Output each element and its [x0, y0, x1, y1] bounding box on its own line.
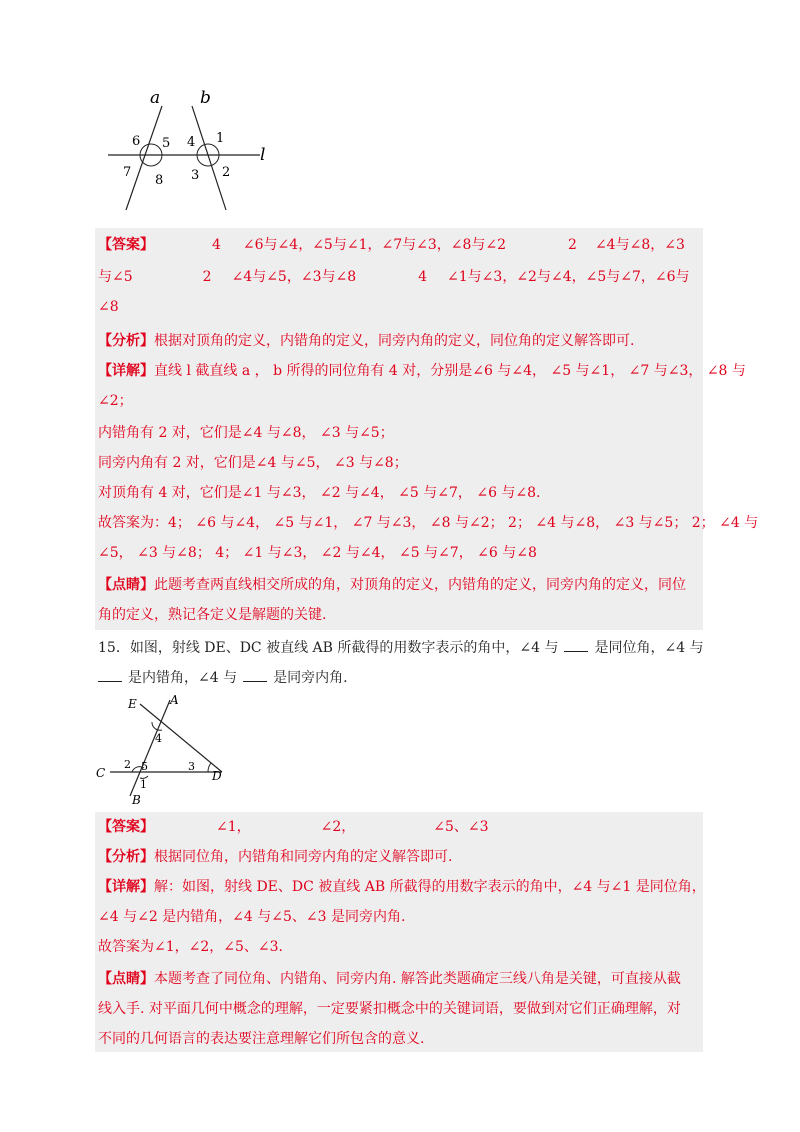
detail-text-4: 同旁内角有 2 对，它们是∠4 与∠5， ∠3 与∠8； — [98, 455, 408, 471]
angle-2: 2 — [222, 165, 231, 180]
comment15-text-3: 不同的几何语言的表达要注意理解它们所包含的意义. — [98, 1031, 425, 1047]
detail-line-1 — [98, 362, 746, 380]
point-B: B — [132, 793, 141, 807]
detail15-text-2: ∠4 与∠2 是内错角，∠4 与∠5、∠3 是同旁内角. — [98, 909, 406, 925]
answer15-blank-3: ∠5、∠3 — [433, 819, 489, 835]
analysis-tag: 【分析】 — [98, 333, 154, 349]
label-l: l — [260, 145, 266, 165]
detail-text-6: 故答案为：4； ∠6 与∠4， ∠5 与∠1， ∠7 与∠3， ∠8 与∠2； 2； ∠4 与∠8， ∠3 与∠5； 2； ∠4 与 — [98, 515, 759, 531]
point-A: A — [170, 693, 179, 707]
question-15-line-2 — [98, 669, 348, 687]
comment15-text-2: 线入手. 对平面几何中概念的理解，一定要紧扣概念中的关键词语，要做到对它们正确理解，对 — [98, 1001, 681, 1017]
answer-count-corresponding: 4 — [212, 237, 221, 253]
angle-5: 5 — [162, 136, 171, 151]
answer-line-1 — [98, 236, 685, 254]
answer-alternate-angles: ∠4与∠8，∠3 — [594, 237, 685, 253]
angle-1: 1 — [216, 131, 225, 146]
answer-corresponding-angles: ∠6与∠4，∠5与∠1，∠7与∠3，∠8与∠2 — [242, 237, 507, 253]
point-E: E — [128, 697, 137, 711]
point-C: C — [96, 766, 106, 780]
angle-4-label: 4 — [155, 732, 162, 745]
angle-3-label: 3 — [188, 760, 195, 773]
comment-text-1: 此题考查两直线相交所成的角，对顶角的定义，内错角的定义，同旁内角的定义，同位 — [154, 577, 686, 593]
detail15-line-2 — [98, 908, 405, 926]
answer-alternate-angles-cont: 与∠5 — [98, 269, 133, 285]
comment-line-1 — [98, 576, 686, 594]
answer15-blank-1: ∠1， — [216, 819, 251, 835]
detail15-text-1: 解：如图，射线 DE、DC 被直线 AB 所截得的用数字表示的角中，∠4 与∠1 是同位角， — [154, 879, 706, 895]
comment15-line-1 — [98, 970, 681, 988]
angle-2-label: 2 — [124, 758, 131, 771]
question-15-text-2a: 是内错角，∠4 与 — [128, 670, 238, 686]
figure-triangle-svg — [92, 690, 242, 808]
analysis-line — [98, 332, 634, 350]
analysis15-tag: 【分析】 — [98, 849, 154, 865]
comment15-line-2 — [98, 1000, 681, 1018]
detail-line-3 — [98, 424, 394, 442]
answer15-line — [98, 818, 489, 836]
angle-6: 6 — [132, 134, 141, 149]
detail-line-5 — [98, 484, 541, 502]
detail-text-3: 内错角有 2 对，它们是∠4 与∠8， ∠3 与∠5； — [98, 425, 394, 441]
question-15-text-1a: 15．如图，射线 DE、DC 被直线 AB 所截得的用数字表示的角中，∠4 与 — [98, 640, 559, 656]
answer-interior-angles: ∠4与∠5，∠3与∠8 — [231, 269, 357, 285]
detail-text-5: 对顶角有 4 对，它们是∠1 与∠3， ∠2 与∠4， ∠5 与∠7， ∠6 与∠8. — [98, 485, 541, 501]
detail-text-2: ∠2； — [98, 393, 133, 409]
figure-triangle — [92, 690, 242, 808]
detail-line-6 — [98, 514, 758, 532]
comment-text-2: 角的定义，熟记各定义是解题的关键. — [98, 607, 327, 623]
ray-de — [140, 704, 222, 772]
angle-4: 4 — [187, 135, 196, 150]
detail-text-1: 直线 l 截直线 a ， b 所得的同位角有 4 对，分别是∠6 与∠4， ∠5 与∠1， ∠7 与∠3， ∠8 与 — [154, 363, 746, 379]
answer-count-vertical: 4 — [418, 269, 428, 285]
answer15-tag: 【答案】 — [98, 819, 154, 835]
question-15-line-1 — [98, 639, 704, 657]
angle-5-label: 5 — [141, 760, 148, 773]
detail-text-7: ∠5， ∠3 与∠8； 4； ∠1 与∠3， ∠2 与∠4， ∠5 与∠7， ∠6 与∠8 — [98, 545, 537, 561]
answer-blank-1[interactable] — [564, 639, 588, 652]
point-D: D — [212, 769, 222, 783]
line-ab — [130, 700, 170, 796]
detail15-line-3 — [98, 938, 283, 956]
angle-8: 8 — [155, 173, 164, 188]
detail15-line-1 — [98, 878, 706, 896]
answer-count-interior: 2 — [202, 269, 212, 285]
answer-blank-3[interactable] — [243, 669, 267, 682]
answer15-blank-2: ∠2， — [320, 819, 356, 835]
angle-3: 3 — [191, 168, 200, 183]
answer-count-alternate: 2 — [568, 237, 577, 253]
line-a — [126, 106, 162, 210]
answer-blank-2[interactable] — [98, 669, 122, 682]
detail15-text-3: 故答案为∠1，∠2，∠5、∠3. — [98, 939, 284, 955]
question-15-text-2b: 是同旁内角. — [273, 670, 348, 686]
answer-vertical-angles: ∠1与∠3，∠2与∠4，∠5与∠7，∠6与 — [447, 269, 690, 285]
detail-line-2 — [98, 392, 133, 410]
detail-tag: 【详解】 — [98, 363, 154, 379]
detail15-tag: 【详解】 — [98, 879, 154, 895]
comment15-tag: 【点睛】 — [98, 971, 154, 987]
comment15-text-1: 本题考查了同位角、内错角、同旁内角. 解答此类题确定三线八角是关键，可直接从截 — [154, 971, 681, 987]
figure-transversal-lines — [100, 88, 280, 216]
answer-tag: 【答案】 — [98, 237, 154, 253]
comment-tag: 【点睛】 — [98, 577, 154, 593]
angle-1-label: 1 — [140, 778, 147, 791]
arc-angle-3 — [208, 763, 211, 772]
angle-7: 7 — [123, 165, 132, 180]
figure-transversal-svg — [100, 88, 280, 216]
label-a: a — [150, 88, 161, 108]
comment-line-2 — [98, 606, 326, 624]
analysis15-line — [98, 848, 452, 866]
label-b: b — [200, 88, 211, 108]
answer-line-3 — [98, 298, 119, 316]
analysis-text: 根据对顶角的定义，内错角的定义，同旁内角的定义，同位角的定义解答即可. — [154, 333, 635, 349]
analysis15-text: 根据同位角，内错角和同旁内角的定义解答即可. — [154, 849, 453, 865]
detail-line-7 — [98, 544, 537, 562]
comment15-line-3 — [98, 1030, 424, 1048]
detail-line-4 — [98, 454, 408, 472]
question-15-text-1b: 是同位角，∠4 与 — [594, 640, 704, 656]
answer-vertical-angles-cont: ∠8 — [98, 299, 119, 315]
answer-line-2 — [98, 268, 690, 286]
